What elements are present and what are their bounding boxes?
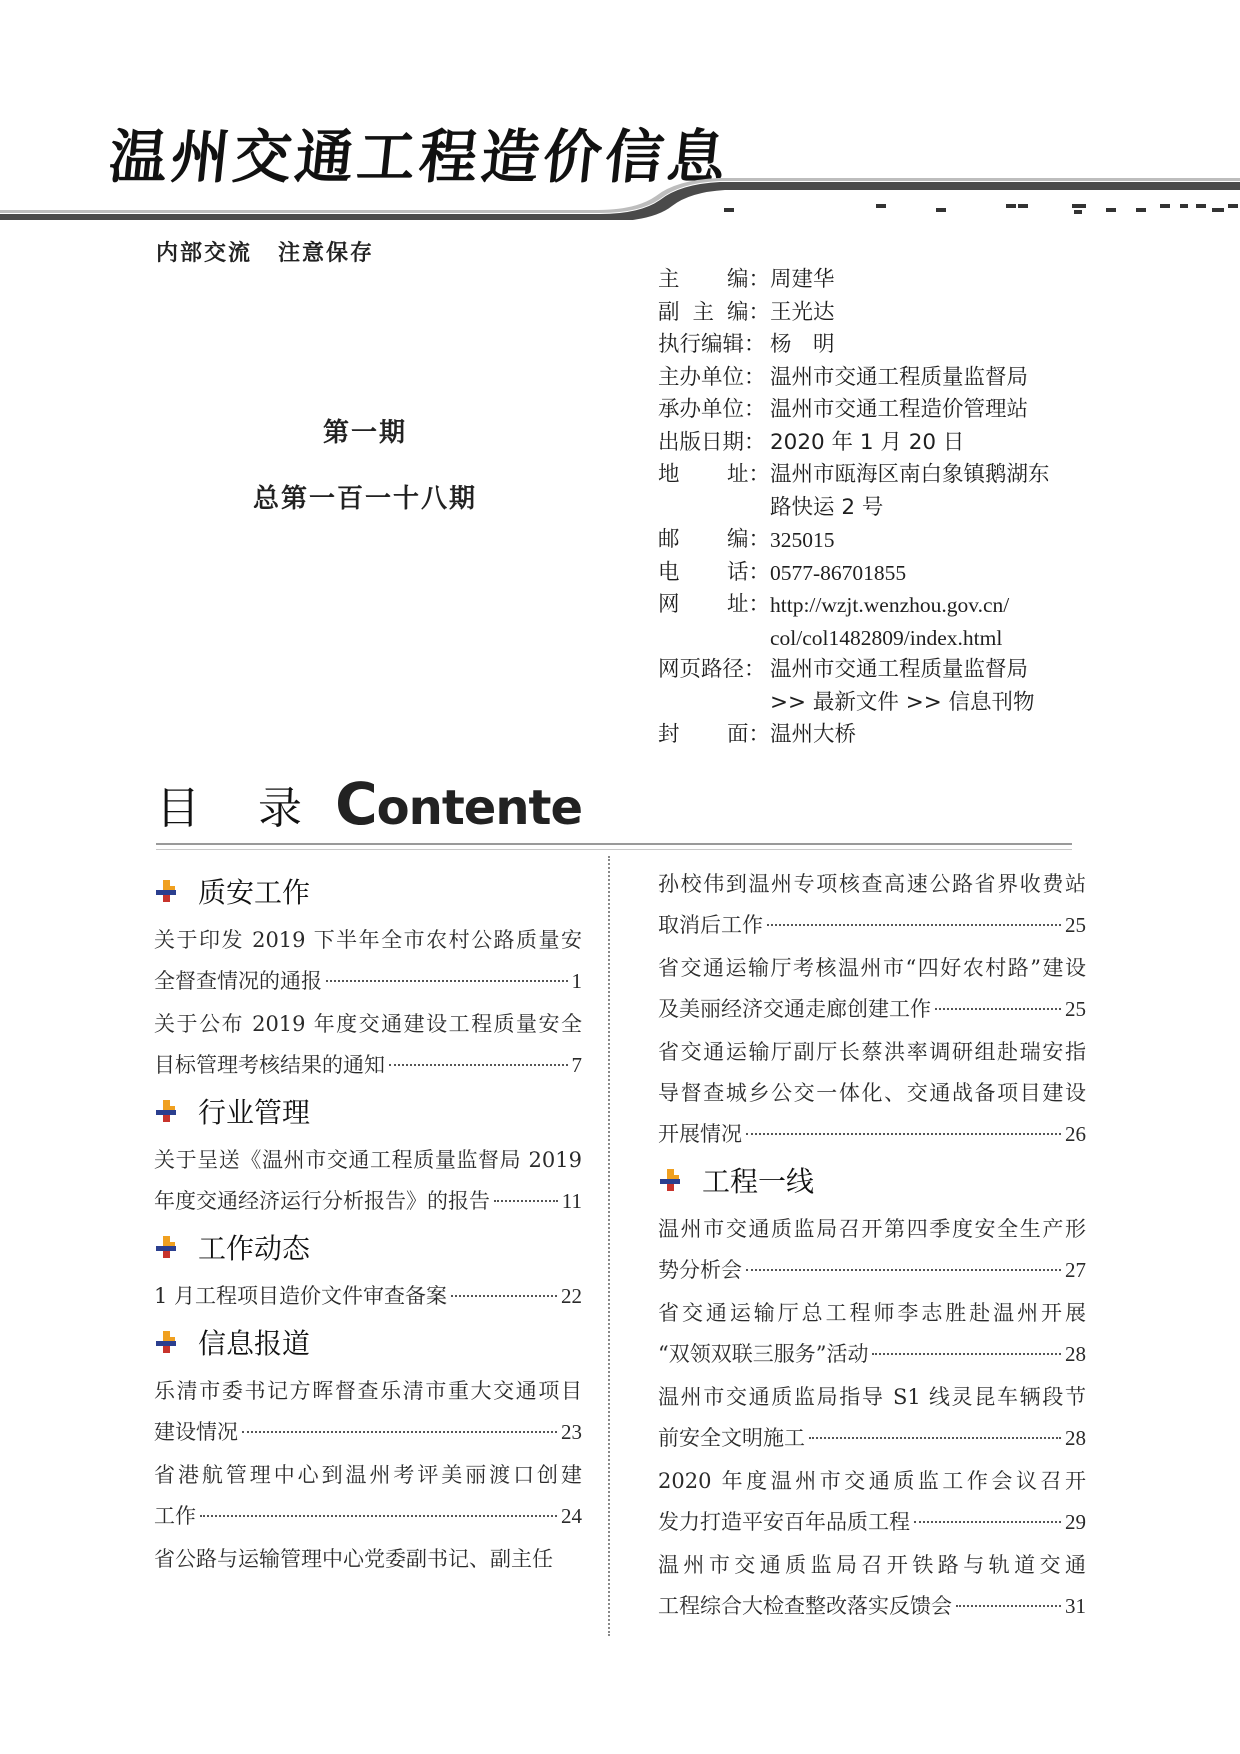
toc-entry-last-line [658, 1502, 1086, 1543]
info-row [658, 719, 1098, 752]
toc-leader-dots [494, 1200, 558, 1202]
toc-entry-text: 及美丽经济交通走廊创建工作 [658, 997, 931, 1021]
toc-section-heading [154, 1090, 582, 1132]
info-label-part: 编： [726, 299, 770, 325]
header-decorative-rule [0, 170, 1240, 220]
toc-entry-last-line [154, 1496, 582, 1537]
info-label [658, 557, 770, 590]
toc-page-number: 24 [561, 1504, 582, 1528]
section-bullet-icon [154, 878, 180, 904]
toc-page-number: 28 [1065, 1426, 1086, 1450]
info-label [658, 394, 770, 427]
toc-leader-dots [935, 1008, 1061, 1010]
toc-entry-last-line [658, 1114, 1086, 1155]
toc-entry-line: 关于公布 2019 年度交通建设工程质量安全 [154, 1012, 582, 1036]
info-value [770, 654, 1098, 719]
toc-entry-text: 发力打造平安百年品质工程 [658, 1510, 910, 1534]
toc-page-number: 28 [1065, 1342, 1086, 1366]
toc-page-number: 23 [561, 1420, 582, 1444]
toc-entry-last-line [154, 1276, 582, 1317]
info-value-line: 2020 年 1 月 20 日 [770, 429, 965, 455]
info-row [658, 264, 1098, 297]
info-row [658, 654, 1098, 719]
toc-entry-line: 省港航管理中心到温州考评美丽渡口创建 [154, 1463, 582, 1487]
section-bullet-icon [658, 1167, 684, 1193]
info-label-part: 址： [726, 462, 770, 487]
info-label-part: 主 [658, 267, 680, 292]
info-value [770, 297, 1098, 330]
section-bullet-icon [154, 1329, 180, 1355]
info-label-part: 邮 [658, 527, 680, 552]
toc-entry[interactable] [154, 1004, 582, 1086]
publication-title: 温州交通工程造价信息 [105, 123, 734, 191]
contents-heading-cn: 目 录 [156, 783, 324, 834]
info-value [770, 329, 1098, 362]
info-value-line: 温州大桥 [770, 722, 857, 747]
toc-entry-text: 1 月工程项目造价文件审查备案 [154, 1284, 448, 1308]
info-value [770, 394, 1098, 427]
toc-entry-last-line [658, 1586, 1086, 1627]
toc-page-number: 26 [1065, 1122, 1086, 1146]
toc-section-title: 质安工作 [198, 876, 311, 909]
info-label-part: 面： [726, 722, 770, 747]
info-row [658, 297, 1098, 330]
info-label [658, 427, 770, 460]
info-label [658, 654, 770, 719]
toc-entry[interactable] [658, 1545, 1086, 1627]
masthead-info-block [658, 264, 1098, 752]
toc-entry-text: 目标管理考核结果的通知 [154, 1053, 385, 1077]
info-value [770, 557, 1098, 590]
toc-entry-line: 孙校伟到温州专项核查高速公路省界收费站 [658, 872, 1086, 896]
toc-section-title: 工作动态 [198, 1232, 311, 1265]
info-row [658, 459, 1098, 524]
toc-entry-line: 省公路与运输管理中心党委副书记、副主任 [154, 1547, 553, 1571]
info-value [770, 459, 1098, 524]
info-value-line: 路快运 2 号 [770, 494, 884, 520]
info-value-line: 温州市交通工程质量监督局 [770, 657, 1029, 682]
info-label-part: 承办单位： [658, 397, 766, 422]
info-label-part: 话： [726, 559, 770, 585]
toc-entry-line: 省交通运输厅副厅长蔡洪率调研组赴瑞安指 [658, 1040, 1086, 1064]
contents-rule-thin [156, 849, 1072, 850]
column-divider [608, 856, 610, 1636]
toc-leader-dots [956, 1605, 1061, 1607]
info-value-line: 王光达 [770, 299, 835, 325]
toc-section-title: 工程一线 [702, 1165, 815, 1198]
toc-entry[interactable] [658, 1461, 1086, 1543]
toc-page-number: 29 [1065, 1510, 1086, 1534]
toc-leader-dots [872, 1353, 1061, 1355]
info-value-line: 325015 [770, 528, 835, 552]
info-value-line: 杨 明 [770, 332, 835, 357]
toc-leader-dots [242, 1431, 557, 1433]
info-label-part: 出版日期： [658, 429, 766, 455]
toc-leader-dots [914, 1521, 1061, 1523]
toc-section-heading [154, 1321, 582, 1363]
contents-heading-en-rest: ontente [376, 780, 582, 836]
toc-entry-text: 全督查情况的通报 [154, 969, 322, 993]
contents-rule [156, 843, 1072, 845]
toc-entry-last-line [658, 1334, 1086, 1375]
toc-section-heading [154, 870, 582, 912]
contents-heading [156, 770, 582, 838]
info-label-part: 址： [726, 592, 770, 617]
toc-entry-line: 温州市交通质监局指导 S1 线灵昆车辆段节 [658, 1385, 1086, 1409]
info-label [658, 459, 770, 524]
info-value [770, 427, 1098, 460]
info-label-part: 网 [658, 592, 680, 617]
toc-page-number: 25 [1065, 997, 1086, 1021]
info-label-part: 主 [692, 299, 714, 325]
toc-entry-last-line [154, 1181, 582, 1222]
toc-leader-dots [746, 1269, 1061, 1271]
toc-entry[interactable] [658, 948, 1086, 1030]
info-label-part: 编： [726, 527, 770, 552]
toc-entry-text: 年度交通经济运行分析报告》的报告 [154, 1189, 490, 1213]
info-value-line: 周建华 [770, 267, 835, 292]
confidential-keep: 注意保存 [278, 241, 375, 266]
toc-entry-text: 开展情况 [658, 1122, 742, 1146]
info-value [770, 719, 1098, 752]
info-row [658, 427, 1098, 460]
info-value [770, 264, 1098, 297]
info-value [770, 362, 1098, 395]
info-label [658, 264, 770, 297]
contents-heading-en-cap: C [335, 770, 377, 838]
toc-entry-last-line [154, 961, 582, 1002]
info-value-line: >> 最新文件 >> 信息刊物 [770, 689, 1035, 715]
info-label-part: 地 [658, 462, 680, 487]
toc-entry-line: 2020 年度温州市交通质监工作会议召开 [658, 1469, 1086, 1493]
info-row [658, 557, 1098, 590]
toc-entry-last-line [658, 1418, 1086, 1459]
toc-entry[interactable] [658, 1032, 1086, 1155]
info-label [658, 589, 770, 654]
confidentiality-note [156, 236, 374, 267]
toc-entry[interactable] [658, 1293, 1086, 1375]
issue-number: 第一期 [322, 418, 407, 448]
info-label-part: 电 [658, 559, 680, 585]
info-label [658, 362, 770, 395]
toc-page-number: 7 [571, 1053, 582, 1077]
info-value-line: 温州市交通工程质量监督局 [770, 364, 1029, 390]
toc-entry-line: 导督查城乡公交一体化、交通战备项目建设 [658, 1081, 1086, 1105]
toc-page-number: 31 [1065, 1594, 1086, 1618]
info-row [658, 362, 1098, 395]
toc-entry-continued[interactable] [154, 1539, 582, 1580]
toc-entry[interactable] [154, 920, 582, 1002]
toc-entry[interactable] [658, 864, 1086, 946]
toc-leader-dots [767, 924, 1061, 926]
info-value-line: 温州市瓯海区南白象镇鹅湖东 [770, 462, 1050, 487]
toc-section-heading [658, 1159, 1086, 1201]
toc-entry-text: 工程综合大检查整改落实反馈会 [658, 1594, 952, 1618]
toc-entry-text: “双领双联三服务”活动 [658, 1342, 869, 1366]
info-value-line: 0577-86701855 [770, 560, 907, 585]
info-value-line: col/col1482809/index.html [770, 625, 1003, 650]
total-issue-number: 总第一百一十八期 [252, 484, 477, 514]
toc-section-title: 行业管理 [198, 1096, 311, 1129]
toc-entry-last-line [658, 1250, 1086, 1291]
toc-entry-text: 势分析会 [658, 1258, 742, 1282]
confidential-internal: 内部交流 [156, 241, 253, 266]
info-row [658, 589, 1098, 654]
toc-left-column [154, 866, 582, 1582]
info-row [658, 329, 1098, 362]
info-value-line: http://wzjt.wenzhou.gov.cn/ [770, 593, 1010, 617]
toc-page-number: 25 [1065, 913, 1086, 937]
toc-section-title: 信息报道 [198, 1327, 311, 1360]
toc-right-column [658, 864, 1086, 1629]
toc-entry-text: 工作 [154, 1504, 196, 1528]
info-row [658, 394, 1098, 427]
toc-page-number: 11 [561, 1189, 582, 1213]
toc-section-heading [154, 1226, 582, 1268]
toc-entry[interactable] [154, 1276, 582, 1317]
toc-page-number: 1 [571, 969, 582, 993]
toc-leader-dots [809, 1437, 1061, 1439]
info-value [770, 589, 1098, 654]
info-label-part: 副 [658, 299, 680, 325]
toc-entry[interactable] [154, 1371, 582, 1453]
toc-entry-line: 温州市交通质监局召开铁路与轨道交通 [658, 1553, 1086, 1577]
toc-entry[interactable] [154, 1455, 582, 1537]
info-value-line: 温州市交通工程造价管理站 [770, 397, 1029, 422]
info-label [658, 297, 770, 330]
toc-entry-last-line [658, 989, 1086, 1030]
info-value [770, 524, 1098, 557]
toc-leader-dots [451, 1295, 557, 1297]
info-row [658, 524, 1098, 557]
info-label-part: 封 [658, 722, 680, 747]
toc-entry-line: 省交通运输厅考核温州市“四好农村路”建设 [658, 956, 1086, 980]
toc-page-number: 22 [561, 1284, 582, 1308]
toc-entry-last-line [658, 905, 1086, 946]
info-label-part: 主办单位： [658, 364, 766, 390]
section-bullet-icon [154, 1234, 180, 1260]
toc-entry-last-line [154, 1412, 582, 1453]
info-label [658, 524, 770, 557]
contents-heading-en [335, 770, 582, 838]
toc-entry-text: 取消后工作 [658, 913, 763, 937]
toc-entry-text: 前安全文明施工 [658, 1426, 805, 1450]
toc-entry[interactable] [658, 1209, 1086, 1291]
toc-entry-line: 温州市交通质监局召开第四季度安全生产形 [658, 1217, 1086, 1241]
info-label-part: 编： [726, 267, 770, 292]
info-label [658, 719, 770, 752]
toc-leader-dots [200, 1515, 557, 1517]
toc-entry-text: 建设情况 [154, 1420, 238, 1444]
toc-leader-dots [326, 980, 568, 982]
toc-leader-dots [389, 1064, 568, 1066]
toc-entry-last-line [154, 1045, 582, 1086]
info-label-part: 执行编辑： [658, 332, 766, 357]
toc-entry-line: 乐清市委书记方晖督查乐清市重大交通项目 [154, 1379, 582, 1403]
toc-entry-line: 关于呈送《温州市交通工程质量监督局 2019 [154, 1148, 582, 1172]
toc-leader-dots [746, 1133, 1061, 1135]
toc-entry-line: 省交通运输厅总工程师李志胜赴温州开展 [658, 1301, 1086, 1325]
toc-page-number: 27 [1065, 1258, 1086, 1282]
section-bullet-icon [154, 1098, 180, 1124]
toc-entry-line: 关于印发 2019 下半年全市农村公路质量安 [154, 928, 582, 952]
toc-entry[interactable] [658, 1377, 1086, 1459]
info-label [658, 329, 770, 362]
info-label-part: 网页路径： [658, 657, 766, 682]
toc-entry[interactable] [154, 1140, 582, 1222]
